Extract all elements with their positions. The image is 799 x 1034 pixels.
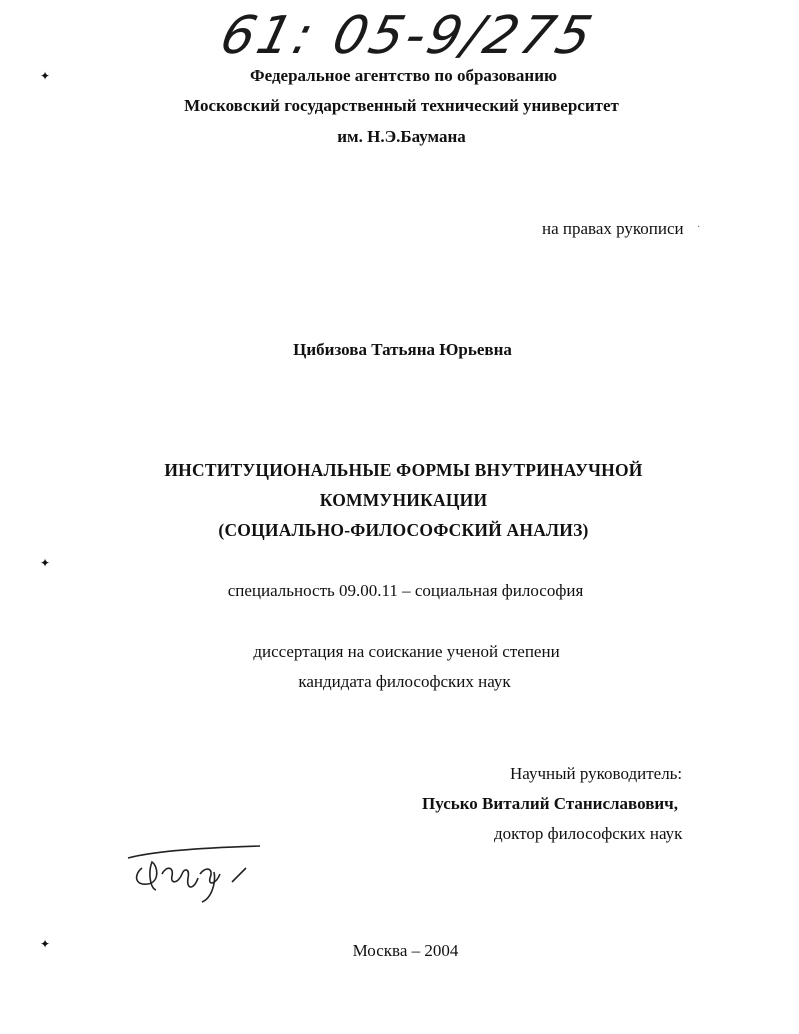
margin-mark-icon: ✦ — [40, 556, 51, 570]
agency-name: Федеральное агентство по образованию — [250, 66, 557, 85]
university-named-after: им. Н.Э.Баумана — [337, 127, 466, 146]
supervisor-label: Научный руководитель: — [510, 764, 683, 783]
dissertation-title-line-2: КОММУНИКАЦИИ — [319, 490, 488, 510]
university-name: Московский государственный технический университет — [184, 96, 619, 115]
dissertation-title-line-1: ИНСТИТУЦИОНАЛЬНЫЕ ФОРМЫ ВНУТРИНАУЧНОЙ — [164, 460, 643, 480]
dissertation-title-line-3: (СОЦИАЛЬНО-ФИЛОСОФСКИЙ АНАЛИЗ) — [218, 520, 589, 540]
city-year: Москва – 2004 — [352, 941, 459, 960]
margin-mark-icon: ✦ — [40, 937, 51, 951]
degree-line-1: диссертация на соискание ученой степени — [253, 642, 560, 661]
author-name: Цибизова Татьяна Юрьевна — [293, 340, 512, 359]
signature-handwritten — [120, 838, 270, 908]
degree-line-2: кандидата философских наук — [298, 672, 511, 691]
supervisor-name: Пусько Виталий Станиславович, — [422, 794, 679, 813]
small-tick-mark: · — [697, 222, 701, 233]
margin-mark-icon: ✦ — [40, 69, 51, 83]
manuscript-rights-note: на правах рукописи — [542, 219, 684, 238]
specialty-line: специальность 09.00.11 – социальная философия — [227, 581, 584, 600]
archive-code-handwritten: 61: 05-9/275 — [214, 6, 601, 66]
supervisor-degree: доктор философских наук — [494, 824, 683, 843]
